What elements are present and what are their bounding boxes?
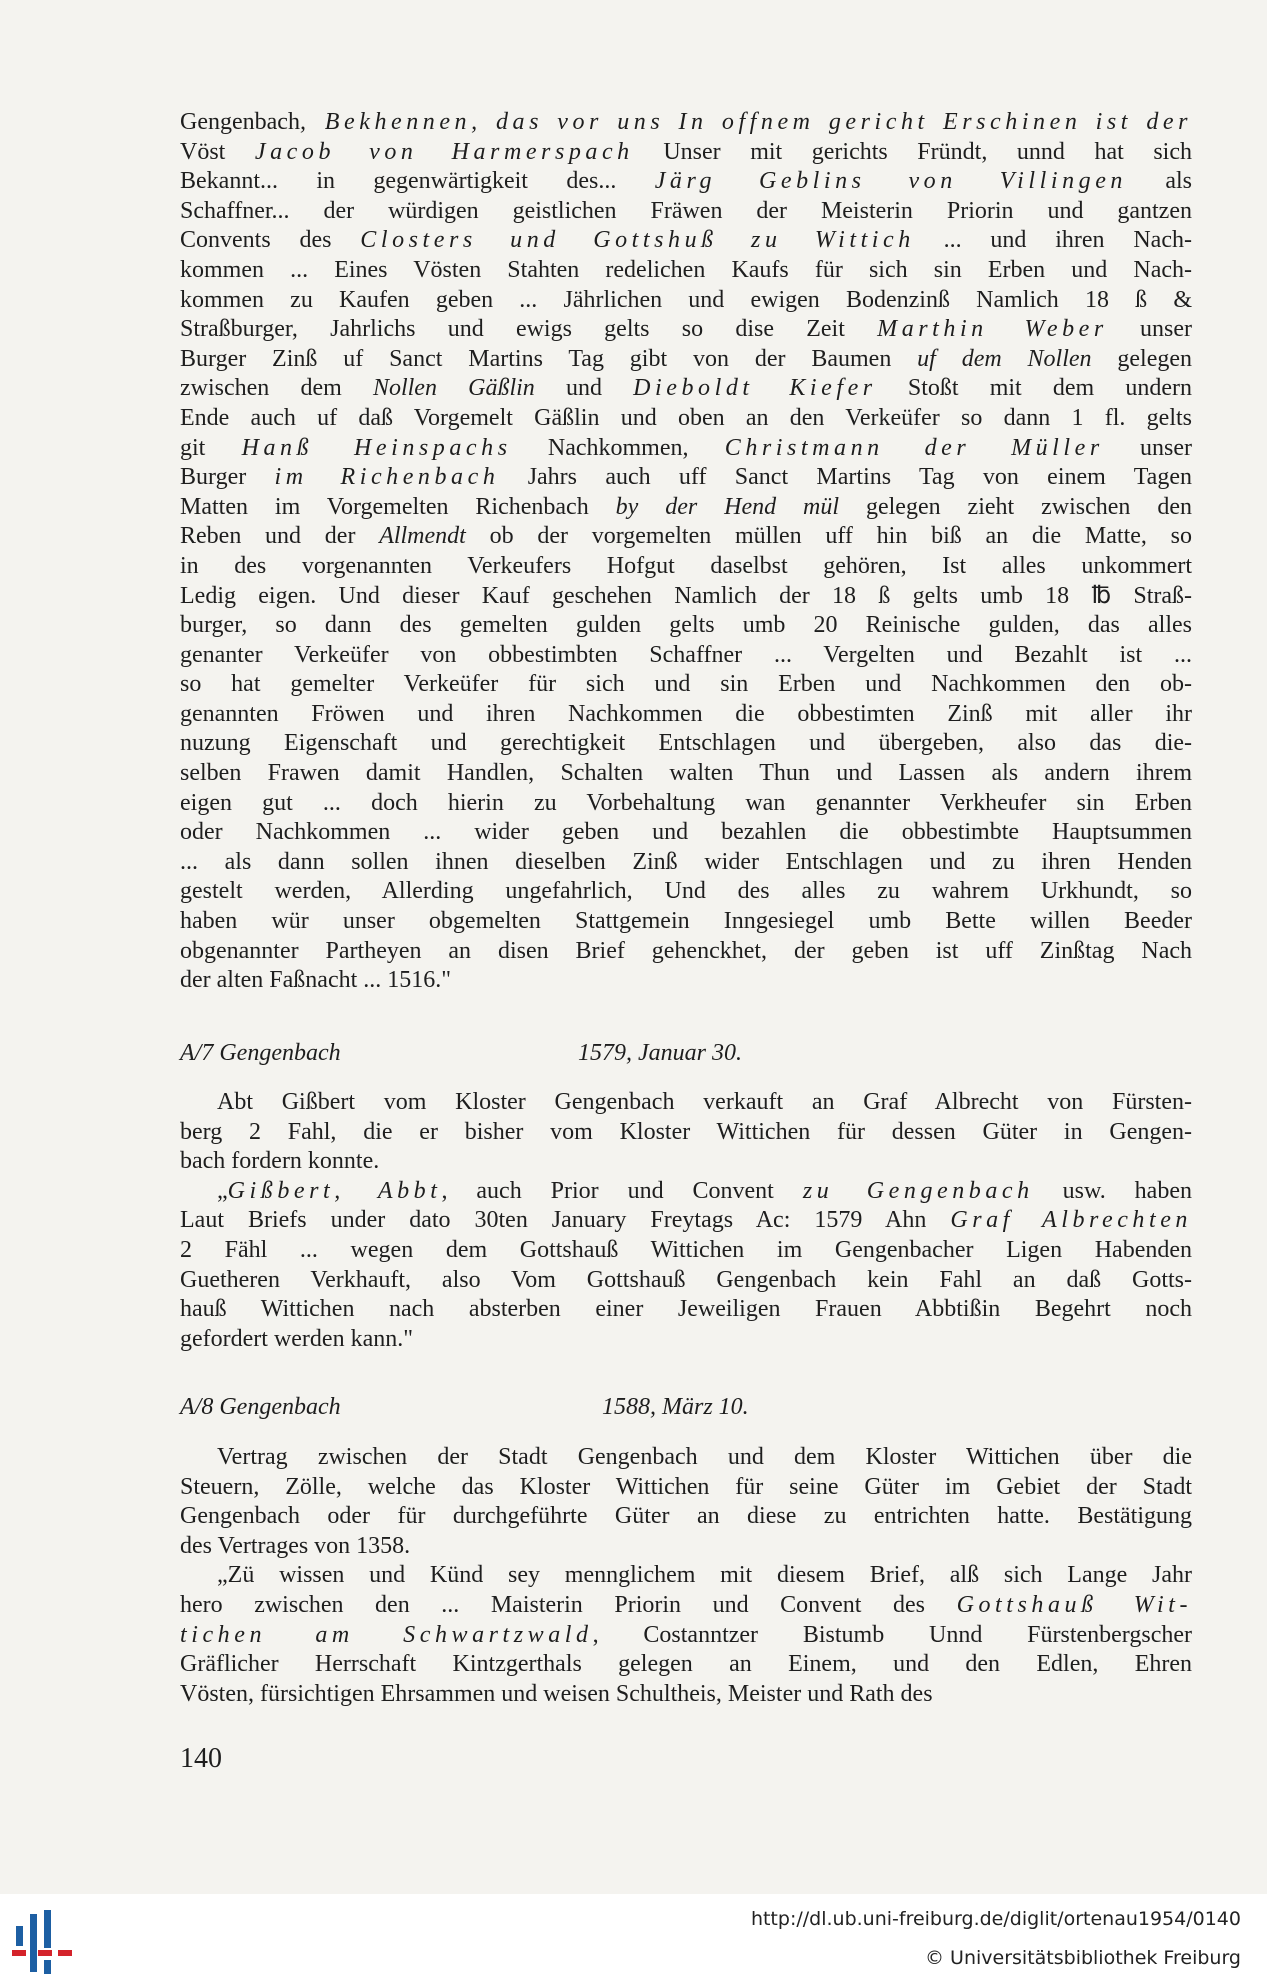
text-line xyxy=(180,1236,1192,1266)
text-line xyxy=(180,582,1192,612)
text-run: git xyxy=(180,434,242,461)
text-run: Steuern, Zölle, welche das Kloster Wittichen für seine Güter im Gebiet der Stadt xyxy=(180,1473,1192,1500)
permalink-url[interactable]: http://dl.ub.uni-freiburg.de/diglit/ortenau1954/0140 xyxy=(750,1908,1241,1930)
text-run: Vertrag zwischen der Stadt Gengenbach und dem Kloster Wittichen über die xyxy=(217,1444,1192,1470)
text-line xyxy=(180,404,1192,434)
text-run: Schaffner... der würdigen geistlichen Fräwen der Meisterin Priorin und gantzen xyxy=(180,197,1192,224)
text-run: Convents des xyxy=(180,227,361,254)
text-line xyxy=(180,226,1192,256)
text-line xyxy=(180,108,1192,138)
text-run: ... und ihren Nach- xyxy=(914,227,1192,254)
text-run: Ledig eigen. Und dieser Kauf geschehen Namlich der 18 ß gelts umb 18 ℔ Straß- xyxy=(180,582,1192,609)
text-line xyxy=(180,670,1192,700)
text-run: Matten im Vorgemelten Richenbach xyxy=(180,493,616,520)
text-run: Unser mit gerichts Fründt, unnd hat sich xyxy=(633,138,1192,165)
text-run: Gengenbach oder für durchgeführte Güter an diese zu entrichten hatte. Bestätigung xyxy=(180,1503,1192,1530)
text-line xyxy=(180,759,1192,789)
text-run: gestelt werden, Allerding ungefahrlich, Und des alles zu wahrem Urkhundt, so xyxy=(180,878,1192,905)
text-run: hauß Wittichen nach absterben einer Jeweiligen Frauen Abbtißin Begehrt noch xyxy=(180,1296,1192,1323)
text-line xyxy=(180,1591,1192,1621)
text-line xyxy=(180,463,1192,493)
text-line xyxy=(180,286,1192,316)
text-run: genannten Fröwen und ihren Nachkommen die obbestimten Zinß mit aller ihr xyxy=(180,700,1192,727)
text-run: eigen gut ... doch hierin zu Vorbehaltung wan genannter Verkheufer sin Erben xyxy=(180,789,1192,816)
text-run: kommen ... Eines Vösten Stahten redelichen Kaufs für sich sin Erben und Nach- xyxy=(180,256,1192,283)
ub-freiburg-logo-icon xyxy=(10,1906,80,1976)
text-line xyxy=(180,1266,1192,1296)
text-run: gelegen xyxy=(1091,345,1193,372)
text-run: Bekannt... in gegenwärtigkeit des... xyxy=(180,168,655,195)
emphasized-name: Christmann der Müller xyxy=(724,434,1104,461)
text-line xyxy=(180,1325,1192,1355)
text-run: Guetheren Verkhauft, also Vom Gottshauß Gengenbach kein Fahl an daß Gotts- xyxy=(180,1266,1192,1293)
text-line xyxy=(180,1680,1192,1710)
text-run: hero zwischen den ... Maisterin Priorin und Convent des xyxy=(180,1591,957,1618)
page-number: 140 xyxy=(180,1743,222,1774)
text-run: ... als dann sollen ihnen dieselben Zinß wider Entschlagen und zu ihren Henden xyxy=(180,848,1192,875)
text-run: Gengenbach xyxy=(180,109,300,135)
text-line xyxy=(180,789,1192,819)
text-run: usw. haben xyxy=(1033,1177,1192,1204)
emphasized-name: Graf Albrechten xyxy=(950,1207,1192,1234)
text-run: gefordert werden kann." xyxy=(180,1325,414,1352)
text-line xyxy=(180,167,1192,197)
text-run: Stoßt mit dem undern xyxy=(876,375,1193,402)
text-block-a8 xyxy=(180,1443,1192,1709)
emphasized-name: Nollen Gäßlin xyxy=(372,375,535,402)
text-run: „Zü wissen und Künd sey mennglichem mit diesem Brief, alß sich Lange Jahr xyxy=(217,1562,1192,1589)
text-run: berg 2 Fahl, die er bisher vom Kloster Wittichen für dessen Güter in Gengen- xyxy=(180,1118,1192,1145)
text-run: 2 Fähl ... wegen dem Gottshauß Wittichen im Gengenbacher Ligen Habenden xyxy=(180,1236,1192,1263)
text-line xyxy=(180,1443,1192,1473)
entry-heading-a7-date: 1579, Januar 30. xyxy=(578,1040,742,1066)
text-run: Jahrs auch uff Sanct Martins Tag von einem Tagen xyxy=(499,464,1192,491)
text-line xyxy=(180,552,1192,582)
text-line xyxy=(180,345,1192,375)
text-line xyxy=(180,907,1192,937)
text-block-a7 xyxy=(180,1088,1192,1354)
text-run: „ xyxy=(217,1177,228,1204)
text-line xyxy=(180,493,1192,523)
text-run: in des vorgenannten Verkeufers Hofgut daselbst gehören, Ist alles unkommert xyxy=(180,552,1192,579)
text-line xyxy=(180,434,1192,464)
emphasized-name: , Bekhennen, das vor uns In offnem gericht Erschinen ist der xyxy=(299,109,1192,135)
text-line xyxy=(180,966,1192,996)
text-run: zwischen dem xyxy=(180,375,373,402)
text-line xyxy=(180,937,1192,967)
text-run: haben wür unser obgemelten Stattgemein Inngesiegel umb Bette willen Beeder xyxy=(180,908,1192,935)
text-run: Gräflicher Herrschaft Kintzgerthals gelegen an Einem, und den Edlen, Ehren xyxy=(180,1651,1192,1678)
emphasized-name: Gottshauß Wit- xyxy=(956,1591,1192,1618)
emphasized-name: zu Gengenbach xyxy=(802,1177,1034,1204)
emphasized-name: Dieboldt Kiefer xyxy=(633,375,877,402)
text-run: genanter Verkeüfer von obbestimbten Schaffner ... Vergelten und Bezahlt ist ... xyxy=(180,641,1192,668)
emphasized-name: Gißbert, Abbt xyxy=(227,1177,442,1204)
text-line xyxy=(180,1532,1192,1562)
emphasized-name: im Richenbach xyxy=(274,464,500,491)
text-line xyxy=(180,1621,1192,1651)
text-line xyxy=(180,315,1192,345)
entry-heading-a8-date: 1588, März 10. xyxy=(602,1394,749,1420)
text-line xyxy=(180,1147,1192,1177)
entry-heading-a7-id: A/7 Gengenbach xyxy=(180,1040,341,1066)
text-run: kommen zu Kaufen geben ... Jährlichen und ewigen Bodenzinß Namlich 18 ß & xyxy=(180,286,1192,313)
text-line xyxy=(180,641,1192,671)
text-run: Ende auch uf daß Vorgemelt Gäßlin und oben an den Verkeüfer so dann 1 fl. gelts xyxy=(180,404,1192,431)
text-line xyxy=(180,1295,1192,1325)
emphasized-name: tichen am Schwartzwald xyxy=(180,1621,593,1648)
text-run: unser xyxy=(1103,434,1193,461)
text-line xyxy=(180,522,1192,552)
text-run: Burger Zinß uf Sanct Martins Tag gibt von der Baumen xyxy=(180,345,918,372)
text-run: Reben und der xyxy=(180,523,380,550)
text-run: als xyxy=(1126,168,1192,195)
text-line xyxy=(180,818,1192,848)
text-run: Vösten, fürsichtigen Ehrsammen und weisen Schultheis, Meister und Rath des xyxy=(180,1680,933,1707)
text-run: selben Frawen damit Handlen, Schalten walten Thun und Lassen als andern ihrem xyxy=(180,760,1192,787)
text-line xyxy=(180,374,1192,404)
text-line xyxy=(180,1088,1192,1118)
text-run: Vöst xyxy=(180,138,255,165)
text-line xyxy=(180,256,1192,286)
text-line xyxy=(180,1206,1192,1236)
emphasized-name: Allmendt xyxy=(379,523,466,550)
text-block-a6-continuation xyxy=(180,108,1192,996)
text-line xyxy=(180,877,1192,907)
text-line xyxy=(180,1177,1192,1207)
text-run: obgenannter Partheyen an disen Brief gehenckhet, der geben ist uff Zinßtag Nach xyxy=(180,937,1192,964)
text-line xyxy=(180,1650,1192,1680)
emphasized-name: Marthin Weber xyxy=(877,316,1108,343)
text-line xyxy=(180,1561,1192,1591)
text-line xyxy=(180,1473,1192,1503)
emphasized-name: uf dem Nollen xyxy=(917,345,1092,372)
text-run: gelegen zieht zwischen den xyxy=(839,493,1192,520)
text-run: , Costanntzer Bistumb Unnd Fürstenbergscher xyxy=(592,1621,1192,1648)
text-run: Abt Gißbert vom Kloster Gengenbach verkauft an Graf Albrecht von Fürsten- xyxy=(217,1089,1192,1115)
emphasized-name: by der Hend mül xyxy=(615,493,840,520)
text-line xyxy=(180,197,1192,227)
text-line xyxy=(180,729,1192,759)
text-run: Laut Briefs under dato 30ten January Freytags Ac: 1579 Ahn xyxy=(180,1207,951,1234)
text-run: oder Nachkommen ... wider geben und bezahlen die obbestimbte Hauptsummen xyxy=(180,819,1192,846)
text-run: , auch Prior und Convent xyxy=(441,1177,803,1204)
text-run: der alten Faßnacht ... 1516." xyxy=(180,967,452,994)
text-run: bach fordern konnte. xyxy=(180,1148,380,1175)
text-run: Burger xyxy=(180,464,275,491)
text-line xyxy=(180,611,1192,641)
emphasized-name: Closters und Gottshuß zu Wittich xyxy=(360,227,915,254)
emphasized-name: Hanß Heinspachs xyxy=(241,434,512,461)
text-run: Nachkommen, xyxy=(511,434,725,461)
text-line xyxy=(180,1502,1192,1532)
emphasized-name: Järg Geblins von Villingen xyxy=(654,168,1127,195)
text-line xyxy=(180,848,1192,878)
text-line xyxy=(180,138,1192,168)
text-line xyxy=(180,1118,1192,1148)
text-run: so hat gemelter Verkeüfer für sich und sin Erben und Nachkommen den ob- xyxy=(180,671,1192,698)
text-run: burger, so dann des gemelten gulden gelts umb 20 Reinische gulden, das alles xyxy=(180,612,1192,639)
entry-heading-a8-id: A/8 Gengenbach xyxy=(180,1394,341,1420)
text-line xyxy=(180,700,1192,730)
text-run: nuzung Eigenschaft und gerechtigkeit Entschlagen und übergeben, also das die- xyxy=(180,730,1192,757)
viewer-footer xyxy=(0,1894,1267,1984)
text-run: und xyxy=(534,375,634,402)
text-run: Straßburger, Jahrlichs und ewigs gelts so dise Zeit xyxy=(180,316,878,343)
text-run: unser xyxy=(1107,316,1193,343)
text-run: des Vertrages von 1358. xyxy=(180,1532,411,1559)
copyright-notice: © Universitätsbibliothek Freiburg xyxy=(925,1947,1241,1969)
text-run: ob der vorgemelten müllen uff hin biß an die Matte, so xyxy=(465,523,1192,550)
emphasized-name: Jacob von Harmerspach xyxy=(254,138,634,165)
